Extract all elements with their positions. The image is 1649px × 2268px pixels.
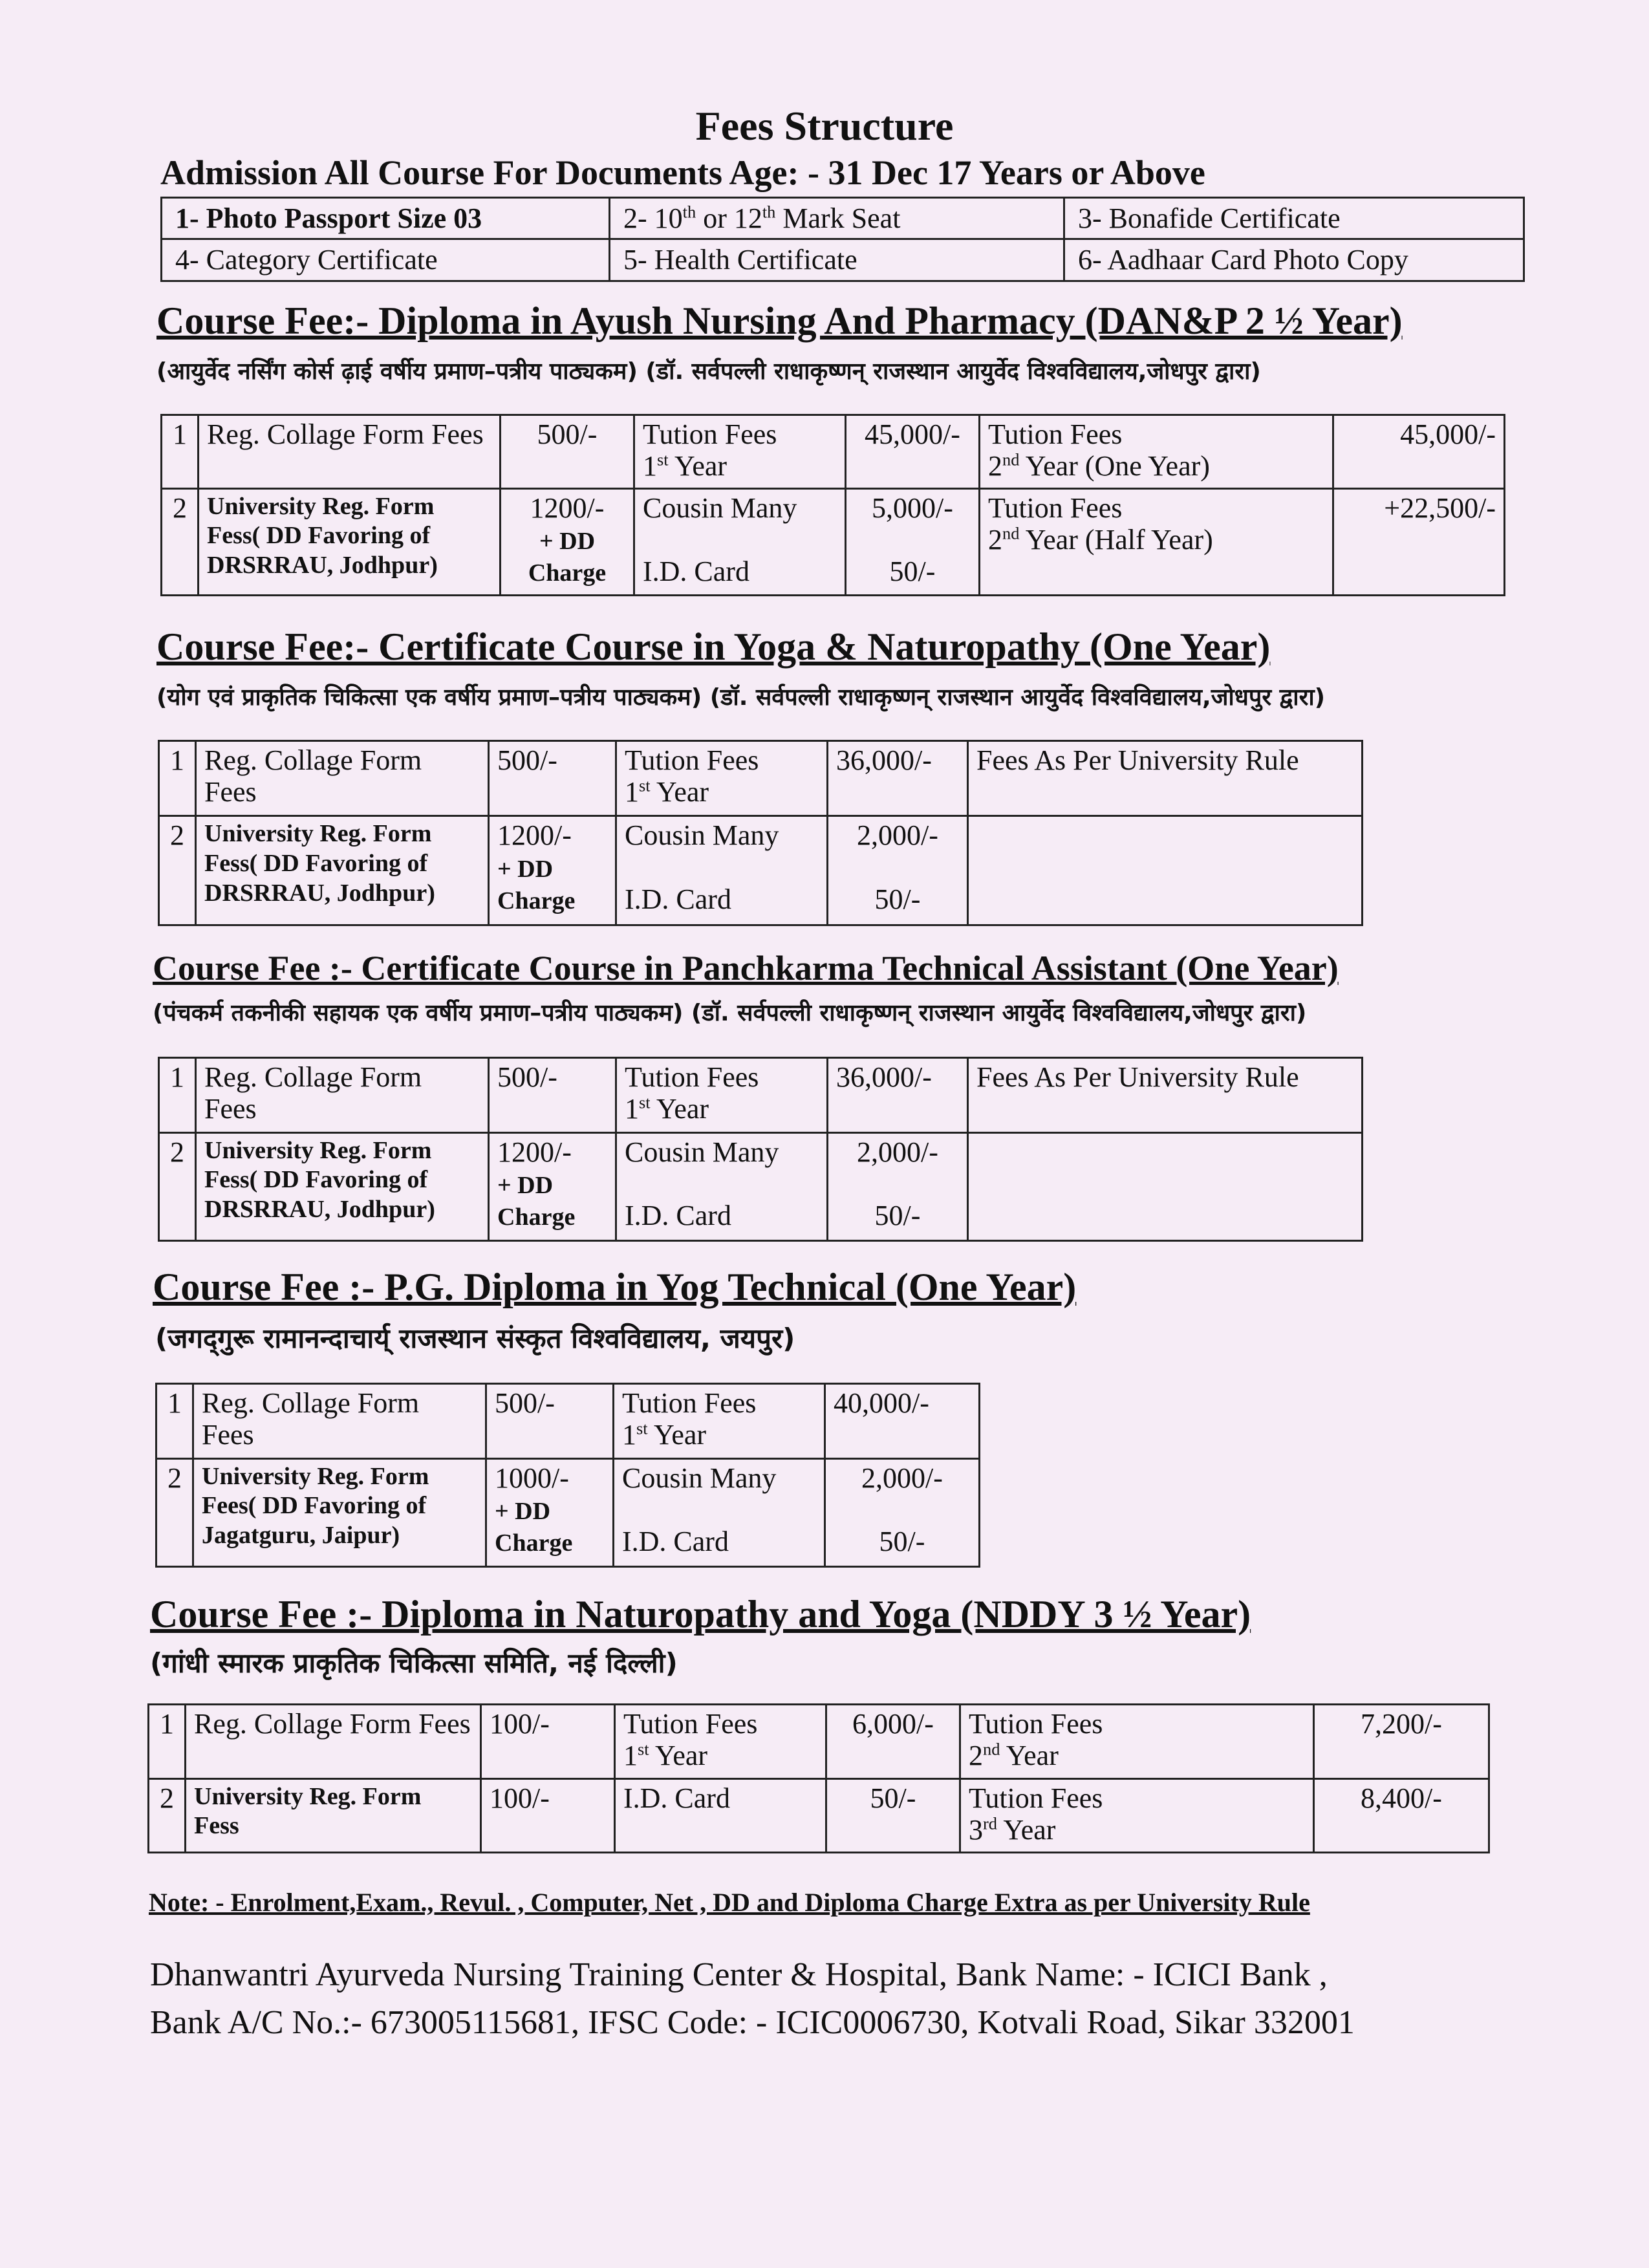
fee-item: University Reg. Form Fess( DD Favoring of DRSRRAU, Jodhpur): [196, 816, 489, 925]
dd-charge: Charge: [497, 887, 576, 914]
row-number: 2: [156, 1458, 193, 1566]
fee-amount-cell: [825, 1458, 980, 1566]
fee-label: Cousin Many: [625, 1136, 779, 1168]
fee-amount: 1000/-: [495, 1462, 569, 1494]
fee-label: Tution Fees: [625, 1061, 759, 1093]
fee-amount-cell: [828, 1132, 968, 1240]
card-amount: 50/-: [874, 1200, 921, 1232]
table-row: [156, 1384, 980, 1459]
fee-amount: 7,200/-: [1314, 1705, 1489, 1779]
fee-label: Tution Fees: [643, 418, 777, 450]
course-2-heading: Course Fee:- Certificate Course in Yoga & Naturopathy (One Year): [156, 625, 1271, 668]
footer-line-2: Bank A/C No.:- 673005115681, IFSC Code: - ICIC0006730, Kotvali Road, Sikar 332001: [150, 2004, 1355, 2041]
fee-label-cell: [616, 816, 828, 925]
table-row: [149, 1705, 1489, 1779]
fee-label-cell: [616, 1132, 828, 1240]
fee-amount-cell: [846, 488, 980, 595]
fee-rule: Fees As Per University Rule: [968, 1058, 1363, 1133]
empty-cell: [968, 816, 1363, 925]
documents-table: [160, 197, 1525, 282]
course-4-hindi: (जगद्‌गुरू रामानन्दाचार्य् राजस्थान संस्कृत विश्वविद्यालय, जयपुर): [155, 1323, 795, 1354]
fee-amount-cell: [501, 488, 634, 595]
card-amount: 50/-: [874, 883, 921, 915]
doc-item: 2- 10th or 12th Mark Seat: [610, 198, 1064, 239]
course-2-fee-table: [158, 740, 1363, 926]
dd-plus: + DD: [497, 855, 554, 883]
card-label: I.D. Card: [643, 556, 749, 588]
table-row: [159, 816, 1363, 925]
fee-item: Reg. Collage Form Fees: [193, 1384, 486, 1459]
fee-item: University Reg. Form Fess: [186, 1778, 481, 1853]
doc-item: 4- Category Certificate: [162, 239, 610, 281]
fee-amount: 500/-: [486, 1384, 614, 1459]
fee-label: I.D. Card: [615, 1778, 826, 1853]
dd-plus: + DD: [497, 1171, 554, 1199]
fee-item: Reg. Collage Form Fees: [196, 741, 489, 816]
course-3-hindi: (पंचकर्म तकनीकी सहायक एक वर्षीय प्रमाण–पत्रीय पाठ्यकम) (डॉ. सर्वपल्ली राधाकृष्णन् राजस्थान आयुर्वेद विश्वविद्यालय,जोधपुर द्वारा): [153, 1000, 1307, 1026]
course-1-heading: Course Fee:- Diploma in Ayush Nursing And Pharmacy (DAN&P 2 ½ Year): [156, 299, 1403, 342]
fee-item: University Reg. Form Fees( DD Favoring of Jagatguru, Jaipur): [193, 1458, 486, 1566]
course-3-fee-table: [158, 1057, 1363, 1242]
table-row: [159, 741, 1363, 816]
tuition-fee-cell: Tution Fees 1st Year: [616, 741, 828, 816]
fee-amount: 100/-: [481, 1705, 615, 1779]
tuition-fee-cell: Tution Fees 1st Year: [634, 415, 846, 489]
tuition-fee-cell: Tution Fees 1st Year: [616, 1058, 828, 1133]
doc-item: 1- Photo Passport Size 03: [162, 198, 610, 239]
dd-plus: + DD: [539, 528, 596, 556]
tuition-fee-cell: Tution Fees 1st Year: [615, 1705, 826, 1779]
fee-item: University Reg. Form Fess( DD Favoring of DRSRRAU, Jodhpur): [196, 1132, 489, 1240]
empty-cell: [968, 1132, 1363, 1240]
course-5-heading: Course Fee :- Diploma in Naturopathy and Yoga (NDDY 3 ½ Year): [150, 1593, 1251, 1636]
fee-amount: 1200/-: [497, 819, 572, 852]
fee-label: Cousin Many: [625, 819, 779, 852]
fee-amount: 100/-: [481, 1778, 615, 1853]
fee-amount: 1200/-: [530, 491, 605, 524]
fee-amount: 8,400/-: [1314, 1778, 1489, 1853]
row-number: 1: [159, 1058, 196, 1133]
course-4-fee-table: [155, 1383, 980, 1568]
fee-label: Tution Fees: [988, 418, 1123, 450]
table-row: [162, 239, 1524, 281]
extra-fee-cell: Tution Fees 2nd Year (One Year): [980, 415, 1333, 489]
doc-item: 5- Health Certificate: [610, 239, 1064, 281]
fee-amount-cell: [486, 1458, 614, 1566]
fee-label: Cousin Many: [643, 491, 797, 524]
course-5-fee-table: [147, 1703, 1490, 1853]
row-number: 2: [159, 1132, 196, 1240]
course-4-heading: Course Fee :- P.G. Diploma in Yog Technical (One Year): [153, 1266, 1077, 1308]
admission-subtitle: Admission All Course For Documents Age: - 31 Dec 17 Years or Above: [160, 153, 1205, 192]
fee-amount: +22,500/-: [1333, 488, 1505, 595]
fee-amount: 36,000/-: [828, 741, 968, 816]
fee-amount: 36,000/-: [828, 1058, 968, 1133]
doc-item: 6- Aadhaar Card Photo Copy: [1064, 239, 1524, 281]
fee-amount: 500/-: [489, 1058, 616, 1133]
fee-amount: 500/-: [489, 741, 616, 816]
table-row: [149, 1778, 1489, 1853]
fee-amount: 5,000/-: [872, 491, 953, 524]
fee-amount: 500/-: [501, 415, 634, 489]
dd-plus: + DD: [495, 1497, 551, 1525]
row-number: 1: [162, 415, 199, 489]
table-row: [156, 1458, 980, 1566]
row-number: 2: [162, 488, 199, 595]
dd-charge: Charge: [528, 559, 607, 587]
fee-amount: 40,000/-: [825, 1384, 980, 1459]
fee-item: Reg. Collage Form Fees: [196, 1058, 489, 1133]
table-row: [162, 198, 1524, 239]
card-label: I.D. Card: [625, 1200, 731, 1232]
fee-label: Tution Fees: [969, 1782, 1103, 1814]
card-label: I.D. Card: [625, 883, 731, 915]
course-5-hindi: (गांधी स्मारक प्राकृतिक चिकित्सा समिति, नई दिल्ली): [150, 1647, 678, 1679]
fee-label: Tution Fees: [623, 1708, 758, 1740]
fee-amount: 2,000/-: [857, 819, 938, 852]
row-number: 1: [156, 1384, 193, 1459]
fee-amount: 2,000/-: [861, 1462, 943, 1494]
fee-amount-cell: [828, 816, 968, 925]
doc-item: 3- Bonafide Certificate: [1064, 198, 1524, 239]
fee-amount: 45,000/-: [846, 415, 980, 489]
table-row: [159, 1058, 1363, 1133]
fee-label: Tution Fees: [969, 1708, 1103, 1740]
course-1-hindi: (आयुर्वेद नर्सिंग कोर्स ढ़ाई वर्षीय प्रमाण–पत्रीय पाठ्यकम) (डॉ. सर्वपल्ली राधाकृष्णन् राजस्थान आयुर्वेद विश्वविद्यालय,जोधपुर द्वारा): [156, 358, 1261, 385]
table-row: [159, 1132, 1363, 1240]
fee-rule: Fees As Per University Rule: [968, 741, 1363, 816]
dd-charge: Charge: [495, 1529, 573, 1557]
extra-fee-cell: Tution Fees 2nd Year (Half Year): [980, 488, 1333, 595]
fee-item: University Reg. Form Fess( DD Favoring of DRSRRAU, Jodhpur): [199, 488, 501, 595]
extra-fee-cell: Tution Fees 2nd Year: [960, 1705, 1314, 1779]
tuition-fee-cell: Tution Fees 1st Year: [614, 1384, 825, 1459]
fee-amount: 45,000/-: [1333, 415, 1505, 489]
fee-label: Tution Fees: [625, 744, 759, 776]
fee-label: Cousin Many: [622, 1462, 777, 1494]
card-amount: 50/-: [879, 1526, 925, 1558]
course-3-heading: Course Fee :- Certificate Course in Panchkarma Technical Assistant (One Year): [153, 949, 1339, 988]
row-number: 2: [159, 816, 196, 925]
fee-label-cell: [614, 1458, 825, 1566]
extra-fee-cell: Tution Fees 3rd Year: [960, 1778, 1314, 1853]
footer-line-1: Dhanwantri Ayurveda Nursing Training Center & Hospital, Bank Name: - ICICI Bank ,: [150, 1956, 1328, 1993]
fee-amount: 2,000/-: [857, 1136, 938, 1168]
fee-amount-cell: [489, 1132, 616, 1240]
course-2-hindi: (योग एवं प्राकृतिक चिकित्सा एक वर्षीय प्रमाण–पत्रीय पाठ्यकम) (डॉ. सर्वपल्ली राधाकृष्णन् राजस्थान आयुर्वेद विश्वविद्यालय,जोधपुर द्वारा): [156, 684, 1326, 711]
card-amount: 50/-: [889, 556, 936, 588]
row-number: 1: [159, 741, 196, 816]
fee-label: Tution Fees: [622, 1387, 757, 1419]
fee-amount: 50/-: [826, 1778, 960, 1853]
table-row: [162, 415, 1505, 489]
fee-label-cell: [634, 488, 846, 595]
fee-label: Tution Fees: [988, 491, 1123, 524]
page-title: Fees Structure: [695, 103, 954, 149]
fee-amount: 6,000/-: [826, 1705, 960, 1779]
row-number: 2: [149, 1778, 186, 1853]
table-row: [162, 488, 1505, 595]
course-1-fee-table: [160, 414, 1505, 596]
card-label: I.D. Card: [622, 1526, 729, 1558]
row-number: 1: [149, 1705, 186, 1779]
fee-amount: 1200/-: [497, 1136, 572, 1168]
fee-amount-cell: [489, 816, 616, 925]
dd-charge: Charge: [497, 1204, 576, 1231]
fee-item: Reg. Collage Form Fees: [186, 1705, 481, 1779]
fee-item: Reg. Collage Form Fees: [199, 415, 501, 489]
note-text: Note: - Enrolment,Exam., Revul. , Computer, Net , DD and Diploma Charge Extra as per University Rule: [149, 1888, 1310, 1917]
